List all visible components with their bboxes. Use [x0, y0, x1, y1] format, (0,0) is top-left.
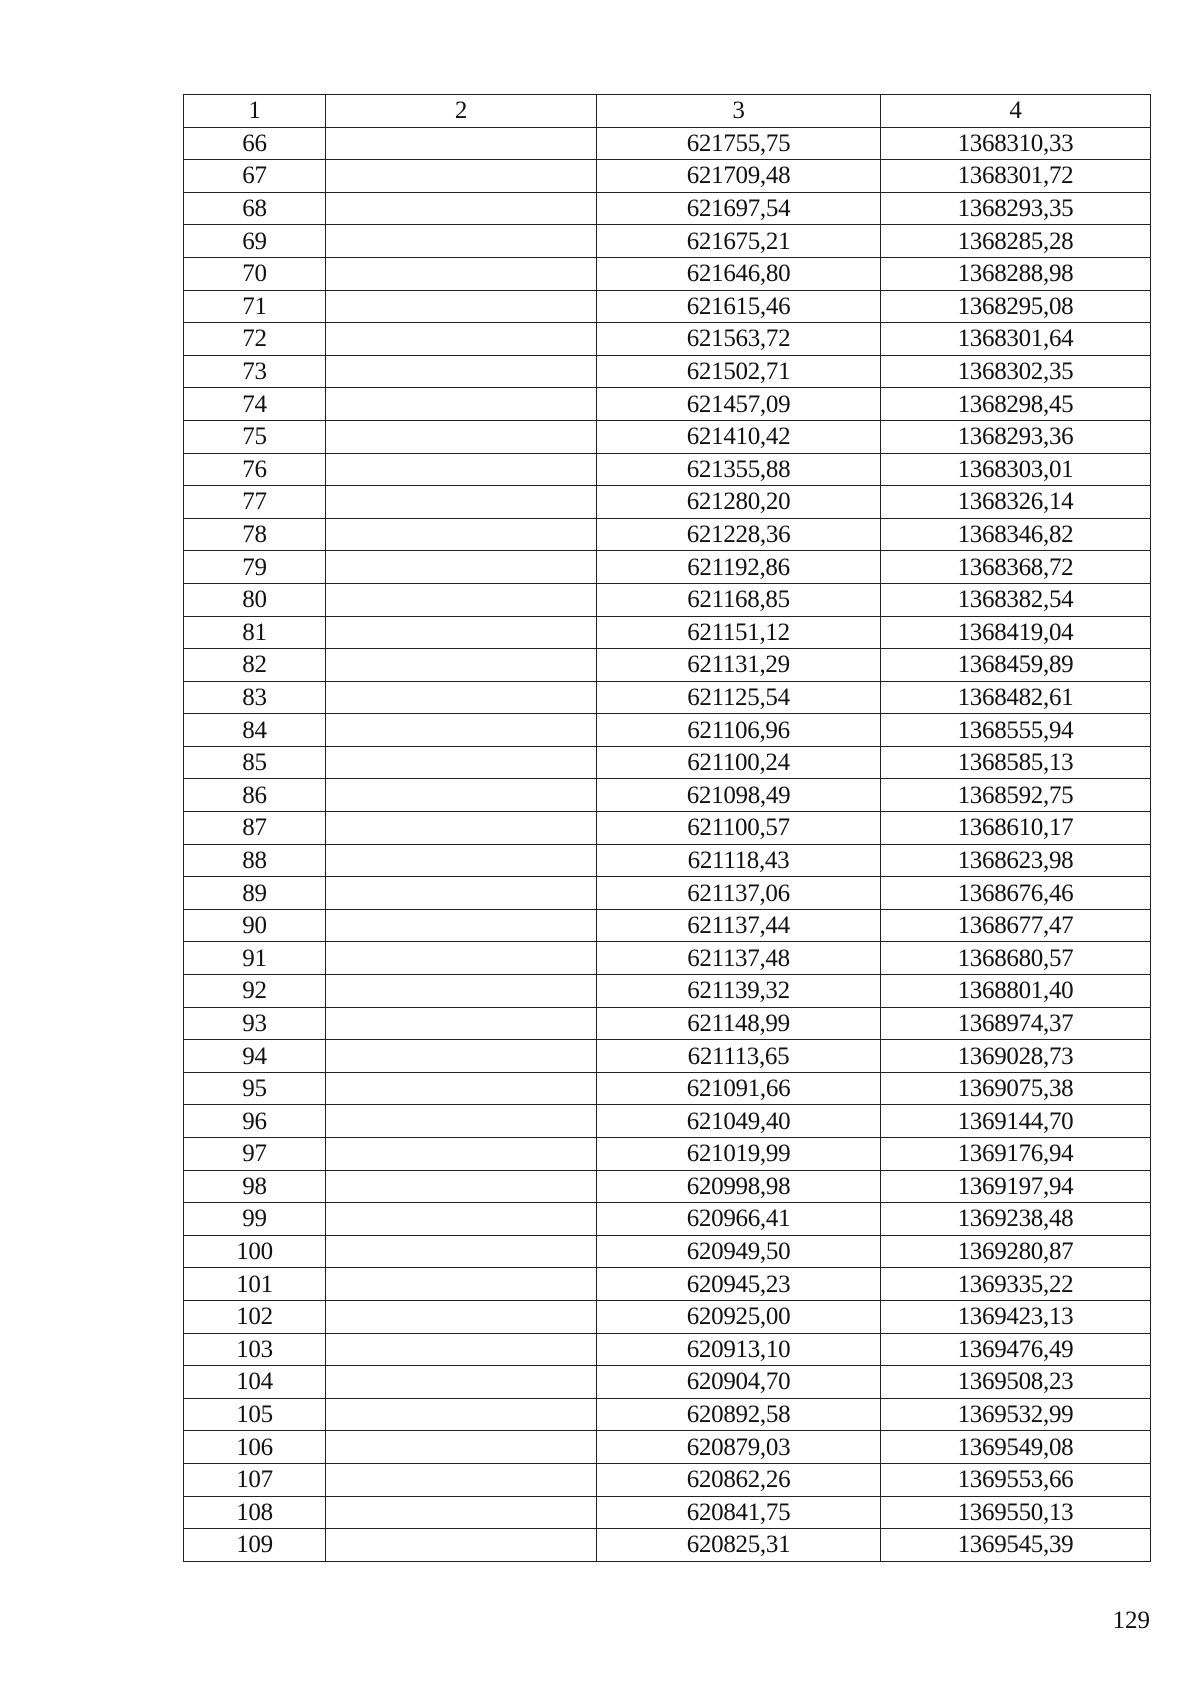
table-row — [184, 1040, 1151, 1073]
table-row — [184, 420, 1151, 453]
table-row — [184, 225, 1151, 258]
x-coordinate-cell: 621675,21 — [597, 225, 881, 258]
description-cell — [326, 649, 597, 682]
y-coordinate-cell: 1368326,14 — [881, 486, 1151, 519]
table-row — [184, 877, 1151, 910]
description-cell — [326, 1105, 597, 1138]
table-row — [184, 192, 1151, 225]
y-coordinate-cell: 1369028,73 — [881, 1040, 1151, 1073]
x-coordinate-cell: 621502,71 — [597, 355, 881, 388]
y-coordinate-cell: 1368303,01 — [881, 453, 1151, 486]
y-coordinate-cell: 1368419,04 — [881, 616, 1151, 649]
point-number-cell: 93 — [184, 1007, 326, 1040]
y-coordinate-cell: 1369335,22 — [881, 1268, 1151, 1301]
description-cell — [326, 160, 597, 193]
description-cell — [326, 942, 597, 975]
description-cell — [326, 616, 597, 649]
table-row — [184, 1007, 1151, 1040]
description-cell — [326, 1333, 597, 1366]
x-coordinate-cell: 621709,48 — [597, 160, 881, 193]
x-coordinate-cell: 621228,36 — [597, 518, 881, 551]
point-number-cell: 71 — [184, 290, 326, 323]
point-number-cell: 96 — [184, 1105, 326, 1138]
y-coordinate-cell: 1368382,54 — [881, 583, 1151, 616]
y-coordinate-cell: 1368288,98 — [881, 257, 1151, 290]
description-cell — [326, 1463, 597, 1496]
table-row — [184, 1463, 1151, 1496]
table-header — [184, 95, 1151, 128]
point-number-cell: 87 — [184, 812, 326, 845]
x-coordinate-cell: 620925,00 — [597, 1300, 881, 1333]
x-coordinate-cell: 621280,20 — [597, 486, 881, 519]
description-cell — [326, 486, 597, 519]
description-cell — [326, 323, 597, 356]
description-cell — [326, 1431, 597, 1464]
y-coordinate-cell: 1369550,13 — [881, 1496, 1151, 1529]
y-coordinate-cell: 1369545,39 — [881, 1529, 1151, 1562]
x-coordinate-cell: 621563,72 — [597, 323, 881, 356]
y-coordinate-cell: 1369549,08 — [881, 1431, 1151, 1464]
x-coordinate-cell: 620841,75 — [597, 1496, 881, 1529]
description-cell — [326, 714, 597, 747]
point-number-cell: 97 — [184, 1138, 326, 1171]
point-number-cell: 78 — [184, 518, 326, 551]
point-number-cell: 101 — [184, 1268, 326, 1301]
coordinates-table — [183, 94, 1151, 1562]
description-cell — [326, 779, 597, 812]
y-coordinate-cell: 1369532,99 — [881, 1398, 1151, 1431]
y-coordinate-cell: 1368610,17 — [881, 812, 1151, 845]
table-row — [184, 1496, 1151, 1529]
point-number-cell: 72 — [184, 323, 326, 356]
x-coordinate-cell: 621137,44 — [597, 909, 881, 942]
point-number-cell: 106 — [184, 1431, 326, 1464]
description-cell — [326, 844, 597, 877]
point-number-cell: 69 — [184, 225, 326, 258]
description-cell — [326, 420, 597, 453]
point-number-cell: 82 — [184, 649, 326, 682]
description-cell — [326, 975, 597, 1008]
table-row — [184, 290, 1151, 323]
description-cell — [326, 746, 597, 779]
y-coordinate-cell: 1368293,35 — [881, 192, 1151, 225]
y-coordinate-cell: 1368298,45 — [881, 388, 1151, 421]
point-number-cell: 81 — [184, 616, 326, 649]
table-row — [184, 583, 1151, 616]
description-cell — [326, 1138, 597, 1171]
x-coordinate-cell: 621049,40 — [597, 1105, 881, 1138]
x-coordinate-cell: 621151,12 — [597, 616, 881, 649]
y-coordinate-cell: 1368676,46 — [881, 877, 1151, 910]
table-row — [184, 812, 1151, 845]
description-cell — [326, 290, 597, 323]
description-cell — [326, 1170, 597, 1203]
point-number-cell: 70 — [184, 257, 326, 290]
y-coordinate-cell: 1368301,64 — [881, 323, 1151, 356]
x-coordinate-cell: 621098,49 — [597, 779, 881, 812]
table-row — [184, 1235, 1151, 1268]
y-coordinate-cell: 1368974,37 — [881, 1007, 1151, 1040]
description-cell — [326, 812, 597, 845]
column-header-2: 2 — [326, 95, 597, 128]
description-cell — [326, 355, 597, 388]
point-number-cell: 100 — [184, 1235, 326, 1268]
description-cell — [326, 583, 597, 616]
table-row — [184, 1398, 1151, 1431]
point-number-cell: 85 — [184, 746, 326, 779]
point-number-cell: 102 — [184, 1300, 326, 1333]
x-coordinate-cell: 621355,88 — [597, 453, 881, 486]
table-body — [184, 127, 1151, 1561]
table-row — [184, 551, 1151, 584]
description-cell — [326, 453, 597, 486]
table-row — [184, 160, 1151, 193]
description-cell — [326, 1203, 597, 1236]
table-row — [184, 942, 1151, 975]
point-number-cell: 75 — [184, 420, 326, 453]
description-cell — [326, 192, 597, 225]
table-row — [184, 1203, 1151, 1236]
point-number-cell: 109 — [184, 1529, 326, 1562]
y-coordinate-cell: 1369280,87 — [881, 1235, 1151, 1268]
table-row — [184, 681, 1151, 714]
table-row — [184, 1529, 1151, 1562]
y-coordinate-cell: 1368623,98 — [881, 844, 1151, 877]
table-row — [184, 975, 1151, 1008]
column-header-4: 4 — [881, 95, 1151, 128]
table-row — [184, 127, 1151, 160]
x-coordinate-cell: 621192,86 — [597, 551, 881, 584]
point-number-cell: 92 — [184, 975, 326, 1008]
y-coordinate-cell: 1368801,40 — [881, 975, 1151, 1008]
y-coordinate-cell: 1368368,72 — [881, 551, 1151, 584]
table-row — [184, 909, 1151, 942]
description-cell — [326, 1268, 597, 1301]
x-coordinate-cell: 620998,98 — [597, 1170, 881, 1203]
x-coordinate-cell: 621168,85 — [597, 583, 881, 616]
x-coordinate-cell: 621019,99 — [597, 1138, 881, 1171]
x-coordinate-cell: 621137,06 — [597, 877, 881, 910]
y-coordinate-cell: 1368285,28 — [881, 225, 1151, 258]
y-coordinate-cell: 1369144,70 — [881, 1105, 1151, 1138]
x-coordinate-cell: 621137,48 — [597, 942, 881, 975]
table-row — [184, 355, 1151, 388]
y-coordinate-cell: 1369423,13 — [881, 1300, 1151, 1333]
x-coordinate-cell: 621100,57 — [597, 812, 881, 845]
x-coordinate-cell: 621100,24 — [597, 746, 881, 779]
point-number-cell: 80 — [184, 583, 326, 616]
description-cell — [326, 388, 597, 421]
point-number-cell: 79 — [184, 551, 326, 584]
x-coordinate-cell: 620966,41 — [597, 1203, 881, 1236]
y-coordinate-cell: 1368459,89 — [881, 649, 1151, 682]
description-cell — [326, 257, 597, 290]
x-coordinate-cell: 621410,42 — [597, 420, 881, 453]
y-coordinate-cell: 1369238,48 — [881, 1203, 1151, 1236]
x-coordinate-cell: 621697,54 — [597, 192, 881, 225]
table-row — [184, 1431, 1151, 1464]
y-coordinate-cell: 1368295,08 — [881, 290, 1151, 323]
description-cell — [326, 1300, 597, 1333]
table-row — [184, 1072, 1151, 1105]
description-cell — [326, 518, 597, 551]
point-number-cell: 108 — [184, 1496, 326, 1529]
point-number-cell: 77 — [184, 486, 326, 519]
header-row — [184, 95, 1151, 128]
y-coordinate-cell: 1368302,35 — [881, 355, 1151, 388]
y-coordinate-cell: 1368293,36 — [881, 420, 1151, 453]
point-number-cell: 66 — [184, 127, 326, 160]
table-row — [184, 1366, 1151, 1399]
column-header-3: 3 — [597, 95, 881, 128]
point-number-cell: 103 — [184, 1333, 326, 1366]
x-coordinate-cell: 620945,23 — [597, 1268, 881, 1301]
x-coordinate-cell: 621457,09 — [597, 388, 881, 421]
point-number-cell: 104 — [184, 1366, 326, 1399]
point-number-cell: 88 — [184, 844, 326, 877]
description-cell — [326, 1529, 597, 1562]
y-coordinate-cell: 1368680,57 — [881, 942, 1151, 975]
x-coordinate-cell: 620862,26 — [597, 1463, 881, 1496]
y-coordinate-cell: 1368482,61 — [881, 681, 1151, 714]
y-coordinate-cell: 1369197,94 — [881, 1170, 1151, 1203]
y-coordinate-cell: 1368555,94 — [881, 714, 1151, 747]
x-coordinate-cell: 621118,43 — [597, 844, 881, 877]
point-number-cell: 94 — [184, 1040, 326, 1073]
x-coordinate-cell: 621646,80 — [597, 257, 881, 290]
table-row — [184, 518, 1151, 551]
x-coordinate-cell: 621106,96 — [597, 714, 881, 747]
y-coordinate-cell: 1369075,38 — [881, 1072, 1151, 1105]
x-coordinate-cell: 621125,54 — [597, 681, 881, 714]
point-number-cell: 73 — [184, 355, 326, 388]
page-number: 129 — [1112, 1607, 1150, 1634]
description-cell — [326, 877, 597, 910]
description-cell — [326, 1007, 597, 1040]
point-number-cell: 74 — [184, 388, 326, 421]
table-row — [184, 1138, 1151, 1171]
x-coordinate-cell: 621091,66 — [597, 1072, 881, 1105]
y-coordinate-cell: 1369176,94 — [881, 1138, 1151, 1171]
description-cell — [326, 1398, 597, 1431]
y-coordinate-cell: 1368310,33 — [881, 127, 1151, 160]
y-coordinate-cell: 1369553,66 — [881, 1463, 1151, 1496]
y-coordinate-cell: 1368677,47 — [881, 909, 1151, 942]
table-row — [184, 746, 1151, 779]
table-row — [184, 1105, 1151, 1138]
point-number-cell: 83 — [184, 681, 326, 714]
table-row — [184, 486, 1151, 519]
point-number-cell: 99 — [184, 1203, 326, 1236]
x-coordinate-cell: 621148,99 — [597, 1007, 881, 1040]
x-coordinate-cell: 621139,32 — [597, 975, 881, 1008]
x-coordinate-cell: 621615,46 — [597, 290, 881, 323]
table-row — [184, 1333, 1151, 1366]
x-coordinate-cell: 620913,10 — [597, 1333, 881, 1366]
x-coordinate-cell: 620904,70 — [597, 1366, 881, 1399]
table-row — [184, 1300, 1151, 1333]
description-cell — [326, 127, 597, 160]
description-cell — [326, 225, 597, 258]
table-row — [184, 844, 1151, 877]
table-row — [184, 453, 1151, 486]
point-number-cell: 86 — [184, 779, 326, 812]
point-number-cell: 107 — [184, 1463, 326, 1496]
point-number-cell: 91 — [184, 942, 326, 975]
x-coordinate-cell: 620879,03 — [597, 1431, 881, 1464]
x-coordinate-cell: 621131,29 — [597, 649, 881, 682]
table-row — [184, 714, 1151, 747]
point-number-cell: 89 — [184, 877, 326, 910]
column-header-1: 1 — [184, 95, 326, 128]
table-row — [184, 1170, 1151, 1203]
point-number-cell: 98 — [184, 1170, 326, 1203]
description-cell — [326, 681, 597, 714]
table-row — [184, 1268, 1151, 1301]
point-number-cell: 84 — [184, 714, 326, 747]
table-row — [184, 649, 1151, 682]
y-coordinate-cell: 1369476,49 — [881, 1333, 1151, 1366]
table-row — [184, 388, 1151, 421]
x-coordinate-cell: 620949,50 — [597, 1235, 881, 1268]
description-cell — [326, 1496, 597, 1529]
x-coordinate-cell: 620825,31 — [597, 1529, 881, 1562]
description-cell — [326, 551, 597, 584]
description-cell — [326, 909, 597, 942]
point-number-cell: 67 — [184, 160, 326, 193]
description-cell — [326, 1040, 597, 1073]
x-coordinate-cell: 621755,75 — [597, 127, 881, 160]
point-number-cell: 76 — [184, 453, 326, 486]
description-cell — [326, 1366, 597, 1399]
y-coordinate-cell: 1369508,23 — [881, 1366, 1151, 1399]
point-number-cell: 90 — [184, 909, 326, 942]
point-number-cell: 105 — [184, 1398, 326, 1431]
y-coordinate-cell: 1368592,75 — [881, 779, 1151, 812]
table-row — [184, 779, 1151, 812]
table-row — [184, 257, 1151, 290]
y-coordinate-cell: 1368585,13 — [881, 746, 1151, 779]
point-number-cell: 68 — [184, 192, 326, 225]
y-coordinate-cell: 1368301,72 — [881, 160, 1151, 193]
table-row — [184, 323, 1151, 356]
x-coordinate-cell: 621113,65 — [597, 1040, 881, 1073]
table-row — [184, 616, 1151, 649]
description-cell — [326, 1235, 597, 1268]
x-coordinate-cell: 620892,58 — [597, 1398, 881, 1431]
y-coordinate-cell: 1368346,82 — [881, 518, 1151, 551]
description-cell — [326, 1072, 597, 1105]
point-number-cell: 95 — [184, 1072, 326, 1105]
